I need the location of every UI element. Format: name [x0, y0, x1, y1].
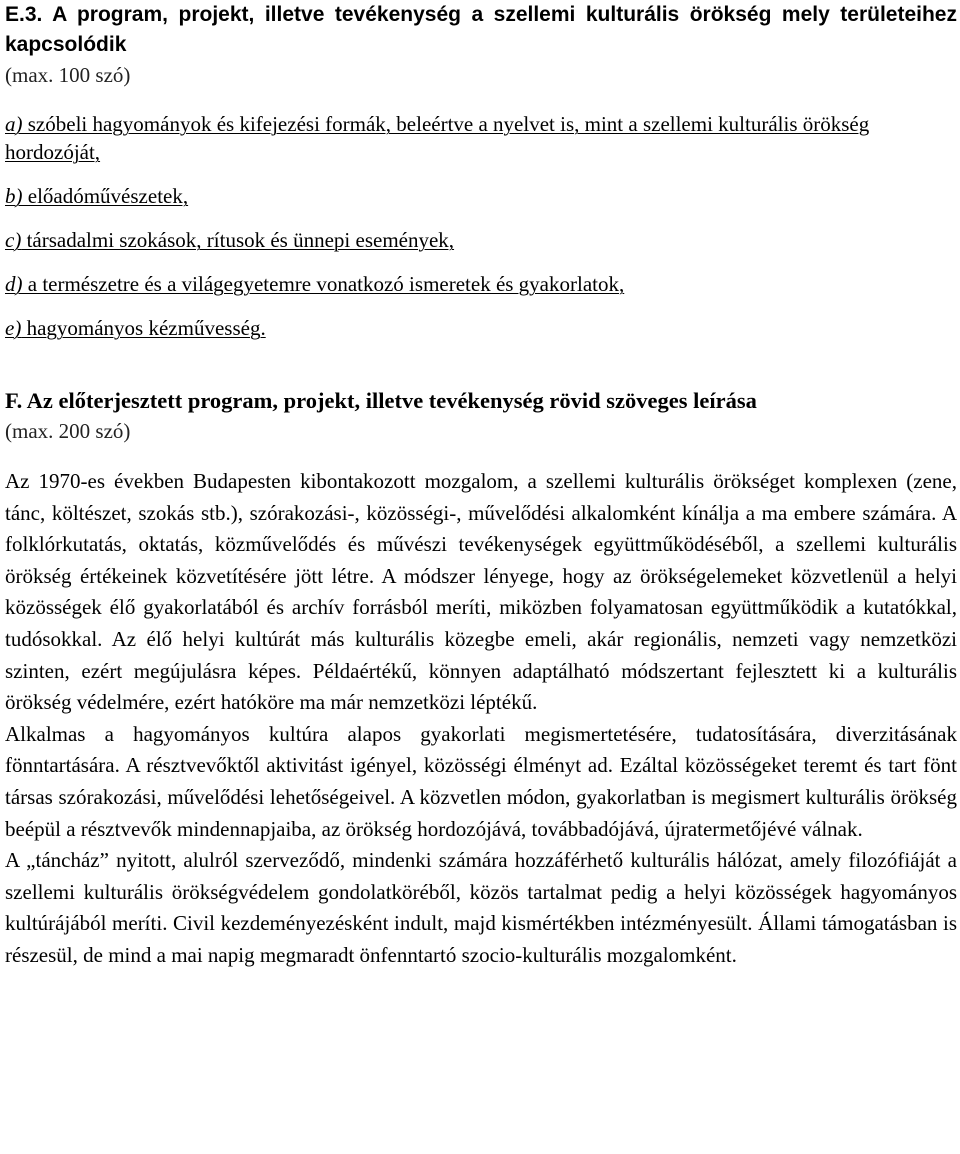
section-e-title: E.3. A program, projekt, illetve tevékenység a szellemi kulturális örökség mely területeihez kapcsolódik — [5, 3, 957, 56]
list-item-text: hagyományos kézművesség. — [21, 316, 266, 340]
list-item-text: a természetre és a világegyetemre vonatkozó ismeretek és gyakorlatok, — [22, 272, 625, 296]
list-item-letter: e) — [5, 316, 22, 340]
list-item — [5, 182, 957, 210]
description-paragraph: Az 1970-es években Budapesten kibontakozott mozgalom, a szellemi kulturális örökséget komplexen (zene, tánc, költészet, szokás stb.), szórakozási-, közösségi-, művelődési alkalomként kínálja a ma embere számára. A folklórkutatás, oktatás, közművelődés és művészi tevékenységek együttműködéséből, a szellemi kulturális örökség értékeinek közvetítésére jött létre. A módszer lényege, hogy az örökségelemeket közvetlenül a helyi közösségek élő gyakorlatából és archív forrásból meríti, miközben folyamatosan együttműködik a kutatókkal, tudósokkal. Az élő helyi kultúrát más kulturális közegbe emeli, akár regionális, nemzeti vagy nemzetközi szinten, ezért megújulásra képes. Példaértékű, könnyen adaptálható módszertant fejlesztett ki a kulturális örökség védelmére, ezért hatóköre ma már nemzetközi léptékű. — [5, 469, 957, 715]
section-f-word-limit: (max. 200 szó) — [5, 419, 131, 443]
list-item — [5, 270, 957, 298]
section-f-title: F. Az előterjesztett program, projekt, illetve tevékenység rövid szöveges leírása — [5, 388, 757, 413]
list-item-letter: c) — [5, 228, 22, 252]
list-item-letter: b) — [5, 184, 23, 208]
list-item-text: szóbeli hagyományok és kifejezési formák, beleértve a nyelvet is, mint a szellemi kulturális örökség hordozóját, — [5, 112, 870, 164]
heritage-domain-list — [5, 110, 957, 342]
list-item-letter: a) — [5, 112, 23, 136]
description-paragraph: Alkalmas a hagyományos kultúra alapos gyakorlati megismertetésére, tudatosítására, diverzitásának fönntartására. A résztvevőktől aktivitást igényel, közösségi élményt ad. Ezáltal közösségeket teremt és tart fönt társas szórakozási, művelődési lehetőségeivel. A közvetlen módon, gyakorlatban is megismert kulturális örökség beépül a résztvevők mindennapjaiba, az örökség hordozójává, továbbadójává, újratermetőjévé válnak. — [5, 721, 957, 841]
list-item — [5, 226, 957, 254]
section-e-word-limit: (max. 100 szó) — [5, 63, 131, 87]
list-item-text: előadóművészetek, — [22, 184, 189, 208]
list-item — [5, 110, 957, 166]
document-page — [5, 0, 957, 972]
list-item-letter: d) — [5, 272, 23, 296]
list-item-text: társadalmi szokások, rítusok és ünnepi események, — [21, 228, 455, 252]
description-paragraph: A „táncház” nyitott, alulról szerveződő, mindenki számára hozzáférhető kulturális hálózat, amely filozófiáját a szellemi kulturális örökségvédelem gondolatköréből, közös tartalmat pedig a helyi közösségek hagyományos kultúrájából meríti. Civil kezdeményezésként indult, majd kismértékben intézményesült. Állami támogatásban is részesül, de mind a mai napig megmaradt önfenntartó szocio-kulturális mozgalomként. — [5, 848, 957, 967]
list-item — [5, 314, 957, 342]
